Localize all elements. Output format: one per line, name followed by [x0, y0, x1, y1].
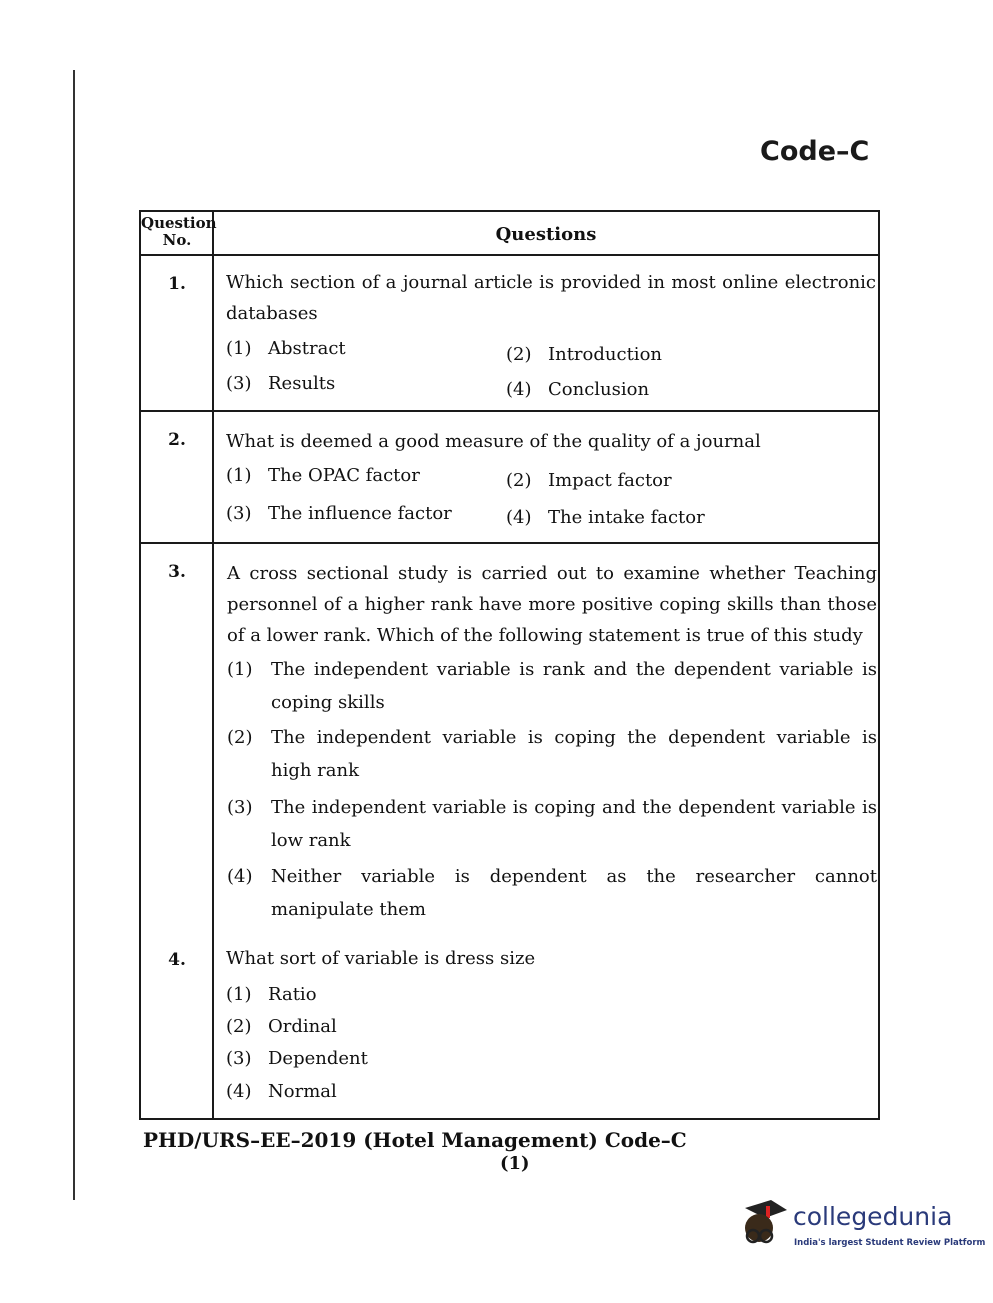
option: (2) The independent variable is coping the dependent variable is high rank [227, 727, 877, 781]
option: (3) Results [226, 373, 336, 394]
option: (1) The independent variable is rank and the dependent variable is coping skills [227, 659, 877, 713]
question-number: 1. [168, 274, 186, 294]
questions-header: Questions [495, 224, 597, 245]
question-no-header: Question No. [141, 214, 217, 249]
option: (4) Neither variable is dependent as the researcher cannot manipulate them [227, 866, 877, 920]
row-divider [141, 410, 878, 412]
page-number: (1) [500, 1153, 530, 1174]
collegedunia-logo [735, 1196, 986, 1256]
question-table [139, 210, 880, 1120]
logo-tagline: India's largest Student Review Platform [794, 1238, 986, 1248]
option: (2) Ordinal [226, 1016, 337, 1037]
paper-code: Code–C [760, 136, 870, 167]
logo-wordmark: collegedunia [793, 1202, 953, 1231]
question-text: What is deemed a good measure of the quality of a journal [226, 431, 761, 452]
question-number: 2. [168, 430, 186, 450]
exam-footer: PHD/URS–EE–2019 (Hotel Management) Code–C [143, 1128, 687, 1152]
question-number: 4. [168, 950, 186, 970]
option: (4) The intake factor [506, 507, 705, 528]
option: (3) The independent variable is coping and the dependent variable is low rank [227, 797, 877, 851]
margin-rule [73, 70, 75, 1200]
column-divider [212, 212, 214, 1118]
option: (4) Conclusion [506, 379, 650, 400]
mascot-icon [735, 1196, 791, 1252]
option: (1) The OPAC factor [226, 465, 420, 486]
option: (1) Abstract [226, 338, 346, 359]
question-text: A cross sectional study is carried out to examine whether Teaching personnel of a higher rank have more positive coping skills than those of a lower rank. Which of the following statement is true of this study [227, 563, 877, 646]
question-text: Which section of a journal article is provided in most online electronic databases [226, 272, 876, 324]
question-number: 3. [168, 562, 186, 582]
option: (2) Introduction [506, 344, 662, 365]
question-text: What sort of variable is dress size [226, 948, 536, 969]
row-divider [141, 542, 878, 544]
option: (4) Normal [226, 1081, 337, 1102]
option: (1) Ratio [226, 984, 317, 1005]
option: (3) The influence factor [226, 503, 452, 524]
option: (3) Dependent [226, 1048, 368, 1069]
option: (2) Impact factor [506, 470, 672, 491]
header-divider [141, 254, 878, 256]
